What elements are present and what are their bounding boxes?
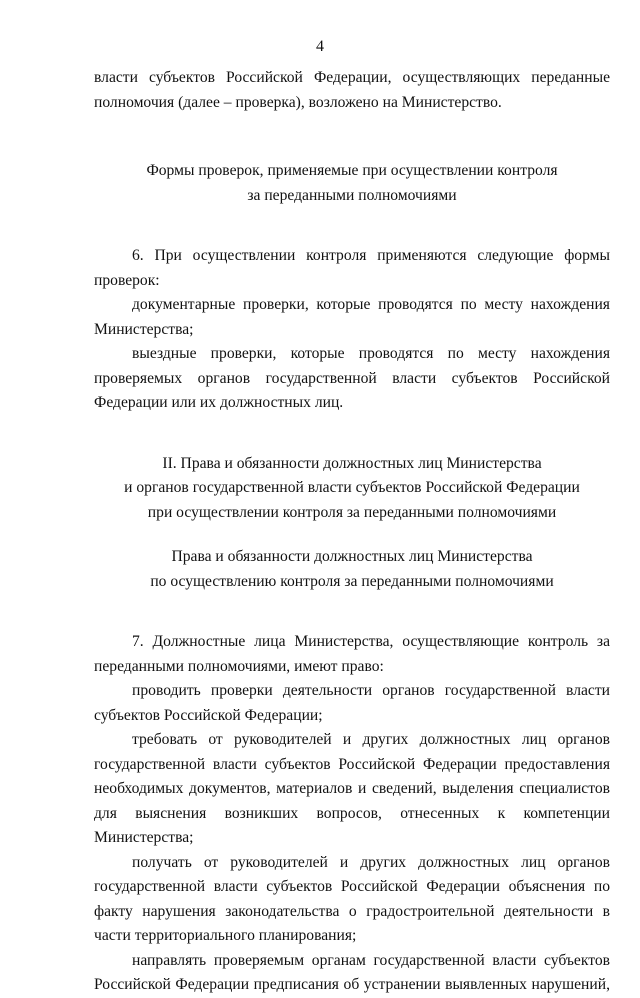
paragraph-6-documentary: документарные проверки, которые проводятся по месту нахождения Министерства; [94,296,610,338]
paragraph-intro: власти субъектов Российской Федерации, осуществляющих переданные полномочия (далее – проверка), возложено на Министерство. [94,69,610,111]
heading-section-2-line1: II. Права и обязанности должностных лиц Министерства [162,454,542,472]
paragraph-6-field: выездные проверки, которые проводятся по месту нахождения проверяемых органов государственной власти субъектов Российской Федерации или их должностных лиц. [94,345,610,411]
heading-forms-line2: за переданными полномочиями [247,186,457,204]
heading-rights-line2: по осуществлению контроля за переданными полномочиями [150,572,554,590]
paragraph-7-request-documents: требовать от руководителей и других должностных лиц органов государственной власти субъектов Российской Федерации предоставления необходимых документов, материалов и сведений, выделения специалистов для выяснения возникших вопросов, отнесенных к компетенции Министерства; [94,731,610,846]
page-number: 4 [316,38,324,55]
paragraph-7-send-orders: направлять проверяемым органам государственной власти субъектов Российской Федерации предписания об устранении выявленных нарушений, [94,951,610,993]
paragraph-7: 7. Должностные лица Министерства, осуществляющие контроль за переданными полномочиями, имеют право: [94,633,610,675]
heading-forms-line1: Формы проверок, применяемые при осуществлении контроля [146,162,558,179]
heading-section-2-line3: при осуществлении контроля за переданными полномочиями [147,503,557,521]
paragraph-7-receive-explanations: получать от руководителей и других должностных лиц органов государственной власти субъектов Российской Федерации объяснения по факту нарушения законодательства о градостроительной деятельности в части территориального планирования; [94,853,610,944]
document-body [94,66,610,998]
heading-section-2-line2: и органов государственной власти субъектов Российской Федерации [124,479,580,496]
paragraph-7-conduct-checks: проводить проверки деятельности органов государственной власти субъектов Российской Федерации; [94,682,610,724]
heading-rights-line1: Права и обязанности должностных лиц Министерства [171,548,533,565]
paragraph-6: 6. При осуществлении контроля применяются следующие формы проверок: [94,247,610,289]
